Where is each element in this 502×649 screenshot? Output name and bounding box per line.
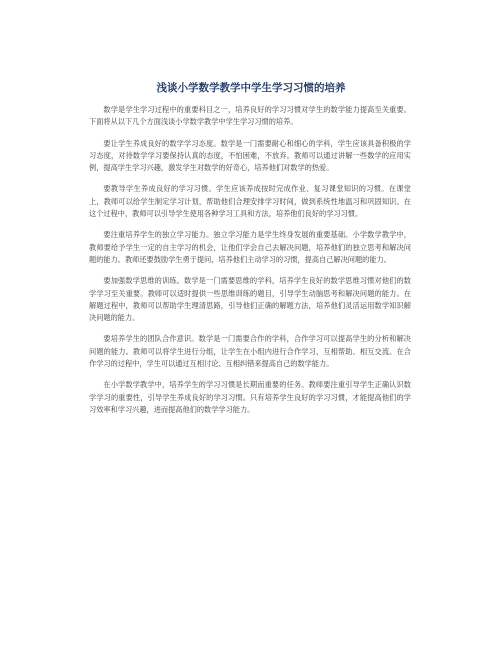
paragraph-teamwork: 要培养学生的团队合作意识。数学是一门需要合作的学科，合作学习可以提高学生的分析和解决问题的能力。教师可以将学生进行分组，让学生在小组内进行合作学习，互相帮助、相互交流。在合作学习的过程中，学生可以通过互相讨论、互相纠错来提高自己的数学能力。 — [89, 334, 411, 369]
paragraph-attitude: 要让学生养成良好的数学学习态度。数学是一门需要耐心和细心的学科，学生应该具备积极的学习态度，对待数学学习要保持认真的态度，不怕困难，不放弃。教师可以通过讲解一些数学的应用实例，提高学生学习兴趣，激发学生对数学的好奇心，培养他们对数学的热爱。 — [89, 138, 411, 173]
paragraph-thinking-training: 要加强数学思维的训练。数学是一门需要思维的学科，培养学生良好的数学思维习惯对他们的数学学习至关重要。教师可以适时提供一些思维训练的题目，引导学生动脑思考和解决问题的能力。在解题过程中，教师可以帮助学生理清思路，引导他们正确的解题方法，培养他们灵活运用数学知识解决问题的能力。 — [89, 276, 411, 323]
paragraph-independent-learning: 要注重培养学生的独立学习能力。独立学习能力是学生终身发展的重要基础。小学数学教学中，教师要给予学生一定的自主学习的机会，让他们学会自己去解决问题，培养他们的独立思考和解决问题的能力。教师还要鼓励学生勇于提问，培养他们主动学习的习惯，提高自己解决问题的能力。 — [89, 230, 411, 264]
paragraph-habits: 要教导学生养成良好的学习习惯。学生应该养成按时完成作业、复习课堂知识的习惯。在课堂上，教师可以给学生制定学习计划，帮助他们合理安排学习时间，做到系统性地温习和巩固知识。在这个过程中，教师可以引导学生使用各种学习工具和方法，培养他们良好的学习习惯。 — [89, 184, 411, 219]
paragraph-intro: 数学是学生学习过程中的重要科目之一，培养良好的学习习惯对学生的数学能力提高至关重要。下面将从以下几个方面浅谈小学数学教学中学生学习习惯的培养。 — [89, 105, 411, 127]
document-title: 浅谈小学数学教学中学生学习习惯的培养 — [156, 82, 346, 94]
document-body — [89, 104, 411, 425]
paragraph-conclusion: 在小学数学教学中，培养学生的学习习惯是长期而重要的任务。教师要注重引导学生正确认识数学学习的重要性，引导学生养成良好的学习习惯。只有培养学生良好的学习习惯，才能提高他们的学习效率和学习兴趣，进而提高他们的数学学习能力。 — [89, 380, 411, 414]
